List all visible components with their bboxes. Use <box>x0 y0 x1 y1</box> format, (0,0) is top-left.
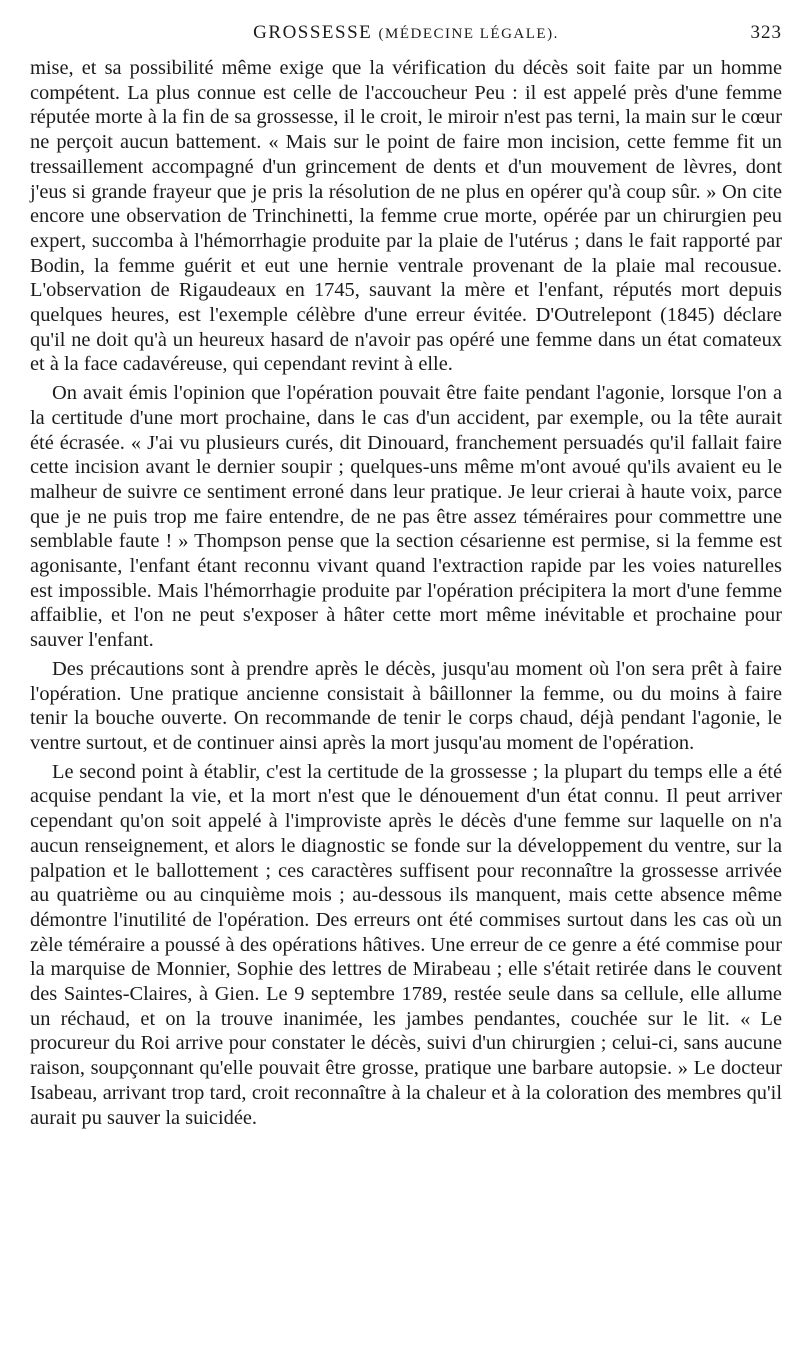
running-header <box>30 22 782 50</box>
body-text <box>30 56 782 1134</box>
paragraph-4: Le second point à établir, c'est la certitude de la grossesse ; la plupart du temps elle a été acquise pendant la vie, et la mort n'est que le dénouement d'un état connu. Il peut arriver cependant qu'on soit appelé à l'improviste après le décès d'une femme sur laquelle on n'a aucun renseignement, et alors le diagnostic se fonde sur la développement du ventre, sur la palpation et le ballottement ; ces caractères suffisent pour reconnaître la grossesse arrivée au quatrième ou au cinquième mois ; au-dessous ils manquent, mais cette absence même démontre l'inutilité de l'opération. Des erreurs ont été commises surtout dans les cas où un zèle téméraire a poussé à des opérations hâtives. Une erreur de ce genre a été commise pour la marquise de Monnier, Sophie des lettres de Mirabeau ; elle s'était retirée dans le couvent des Saintes-Claires, à Gien. Le 9 septembre 1789, restée seule dans sa cellule, elle allume un réchaud, et on la trouve inanimée, les jambes pendantes, couchée sur le lit. « Le procureur du Roi arrive pour constater le décès, suivi d'un chirurgien ; celui-ci, sans aucune raison, soupçonnant qu'elle pouvait être grosse, pratique une barbare autopsie. » Le docteur Isabeau, arrivant trop tard, croit reconnaître à la chaleur et à la coloration des membres qu'il aurait pu sauver la suicidée. <box>30 760 782 1129</box>
running-head-subtitle: (MÉDECINE LÉGALE). <box>378 26 559 42</box>
paragraph-1: mise, et sa possibilité même exige que la vérification du décès soit faite par un homme compétent. La plus connue est celle de l'accoucheur Peu : il est appelé près d'une femme réputée morte à la fin de sa grossesse, il le croit, le miroir n'est pas terni, la main sur le cœur ne perçoit aucun battement. « Mais sur le point de faire mon incision, cette femme fit un tressaillement accompagné d'un grincement de dents et d'un mouvement de lèvres, dont j'eus si grande frayeur que je pris la résolution de ne plus en opérer qu'à coup sûr. » On cite encore une observation de Trinchinetti, la femme crue morte, opérée par un chirurgien peu expert, succomba à l'hémorrhagie produite par la plaie de l'utérus ; dans le fait rapporté par Bodin, la femme guérit et eut une hernie ventrale provenant de la plaie mal recousue. L'observation de Rigaudeaux en 1745, sauvant la mère et l'enfant, réputés mort depuis quelques heures, est l'exemple célèbre d'une erreur évitée. D'Outrelepont (1845) déclare qu'il ne doit qu'à un heureux hasard de n'avoir pas opéré une femme dans un état comateux et à la face cadavéreuse, qui cependant revint à elle. <box>30 57 782 376</box>
paragraph-2: On avait émis l'opinion que l'opération pouvait être faite pendant l'agonie, lorsque l'on a la certitude d'une mort prochaine, dans le cas d'un accident, par exemple, ou la tête aurait été écrasée. « J'ai vu plusieurs curés, dit Dinouard, franchement persuadés qu'il fallait faire cette incision avant le dernier soupir ; quelques-uns même m'ont avoué qu'ils avaient eu le malheur de suivre ce sentiment erroné dans leur pratique. Je leur crierai à haute voix, parce que je ne puis trop me faire entendre, de ne pas être assez téméraires pour commettre une semblable faute ! » Thompson pense que la section césarienne est permise, si la femme est agonisante, l'enfant étant reconnu vivant quand l'extraction rapide par les voies naturelles est impossible. Mais l'hémorrhagie produite par l'opération précipitera la mort d'une femme affaiblie, et l'on ne peut s'exposer à hâter cette mort même inévitable et prochaine pour sauver l'enfant. <box>30 382 782 652</box>
running-head-title: GROSSESSE <box>253 22 373 43</box>
paragraph-3: Des précautions sont à prendre après le décès, jusqu'au moment où l'on sera prêt à faire l'opération. Une pratique ancienne consistait à bâillonner la femme, ou du moins à faire tenir la bouche ouverte. On recommande de tenir le corps chaud, déjà pendant l'agonie, le ventre surtout, et de continuer ainsi après la mort jusqu'au moment de l'opération. <box>30 657 782 754</box>
page-number: 323 <box>750 22 782 43</box>
running-head <box>30 22 782 44</box>
